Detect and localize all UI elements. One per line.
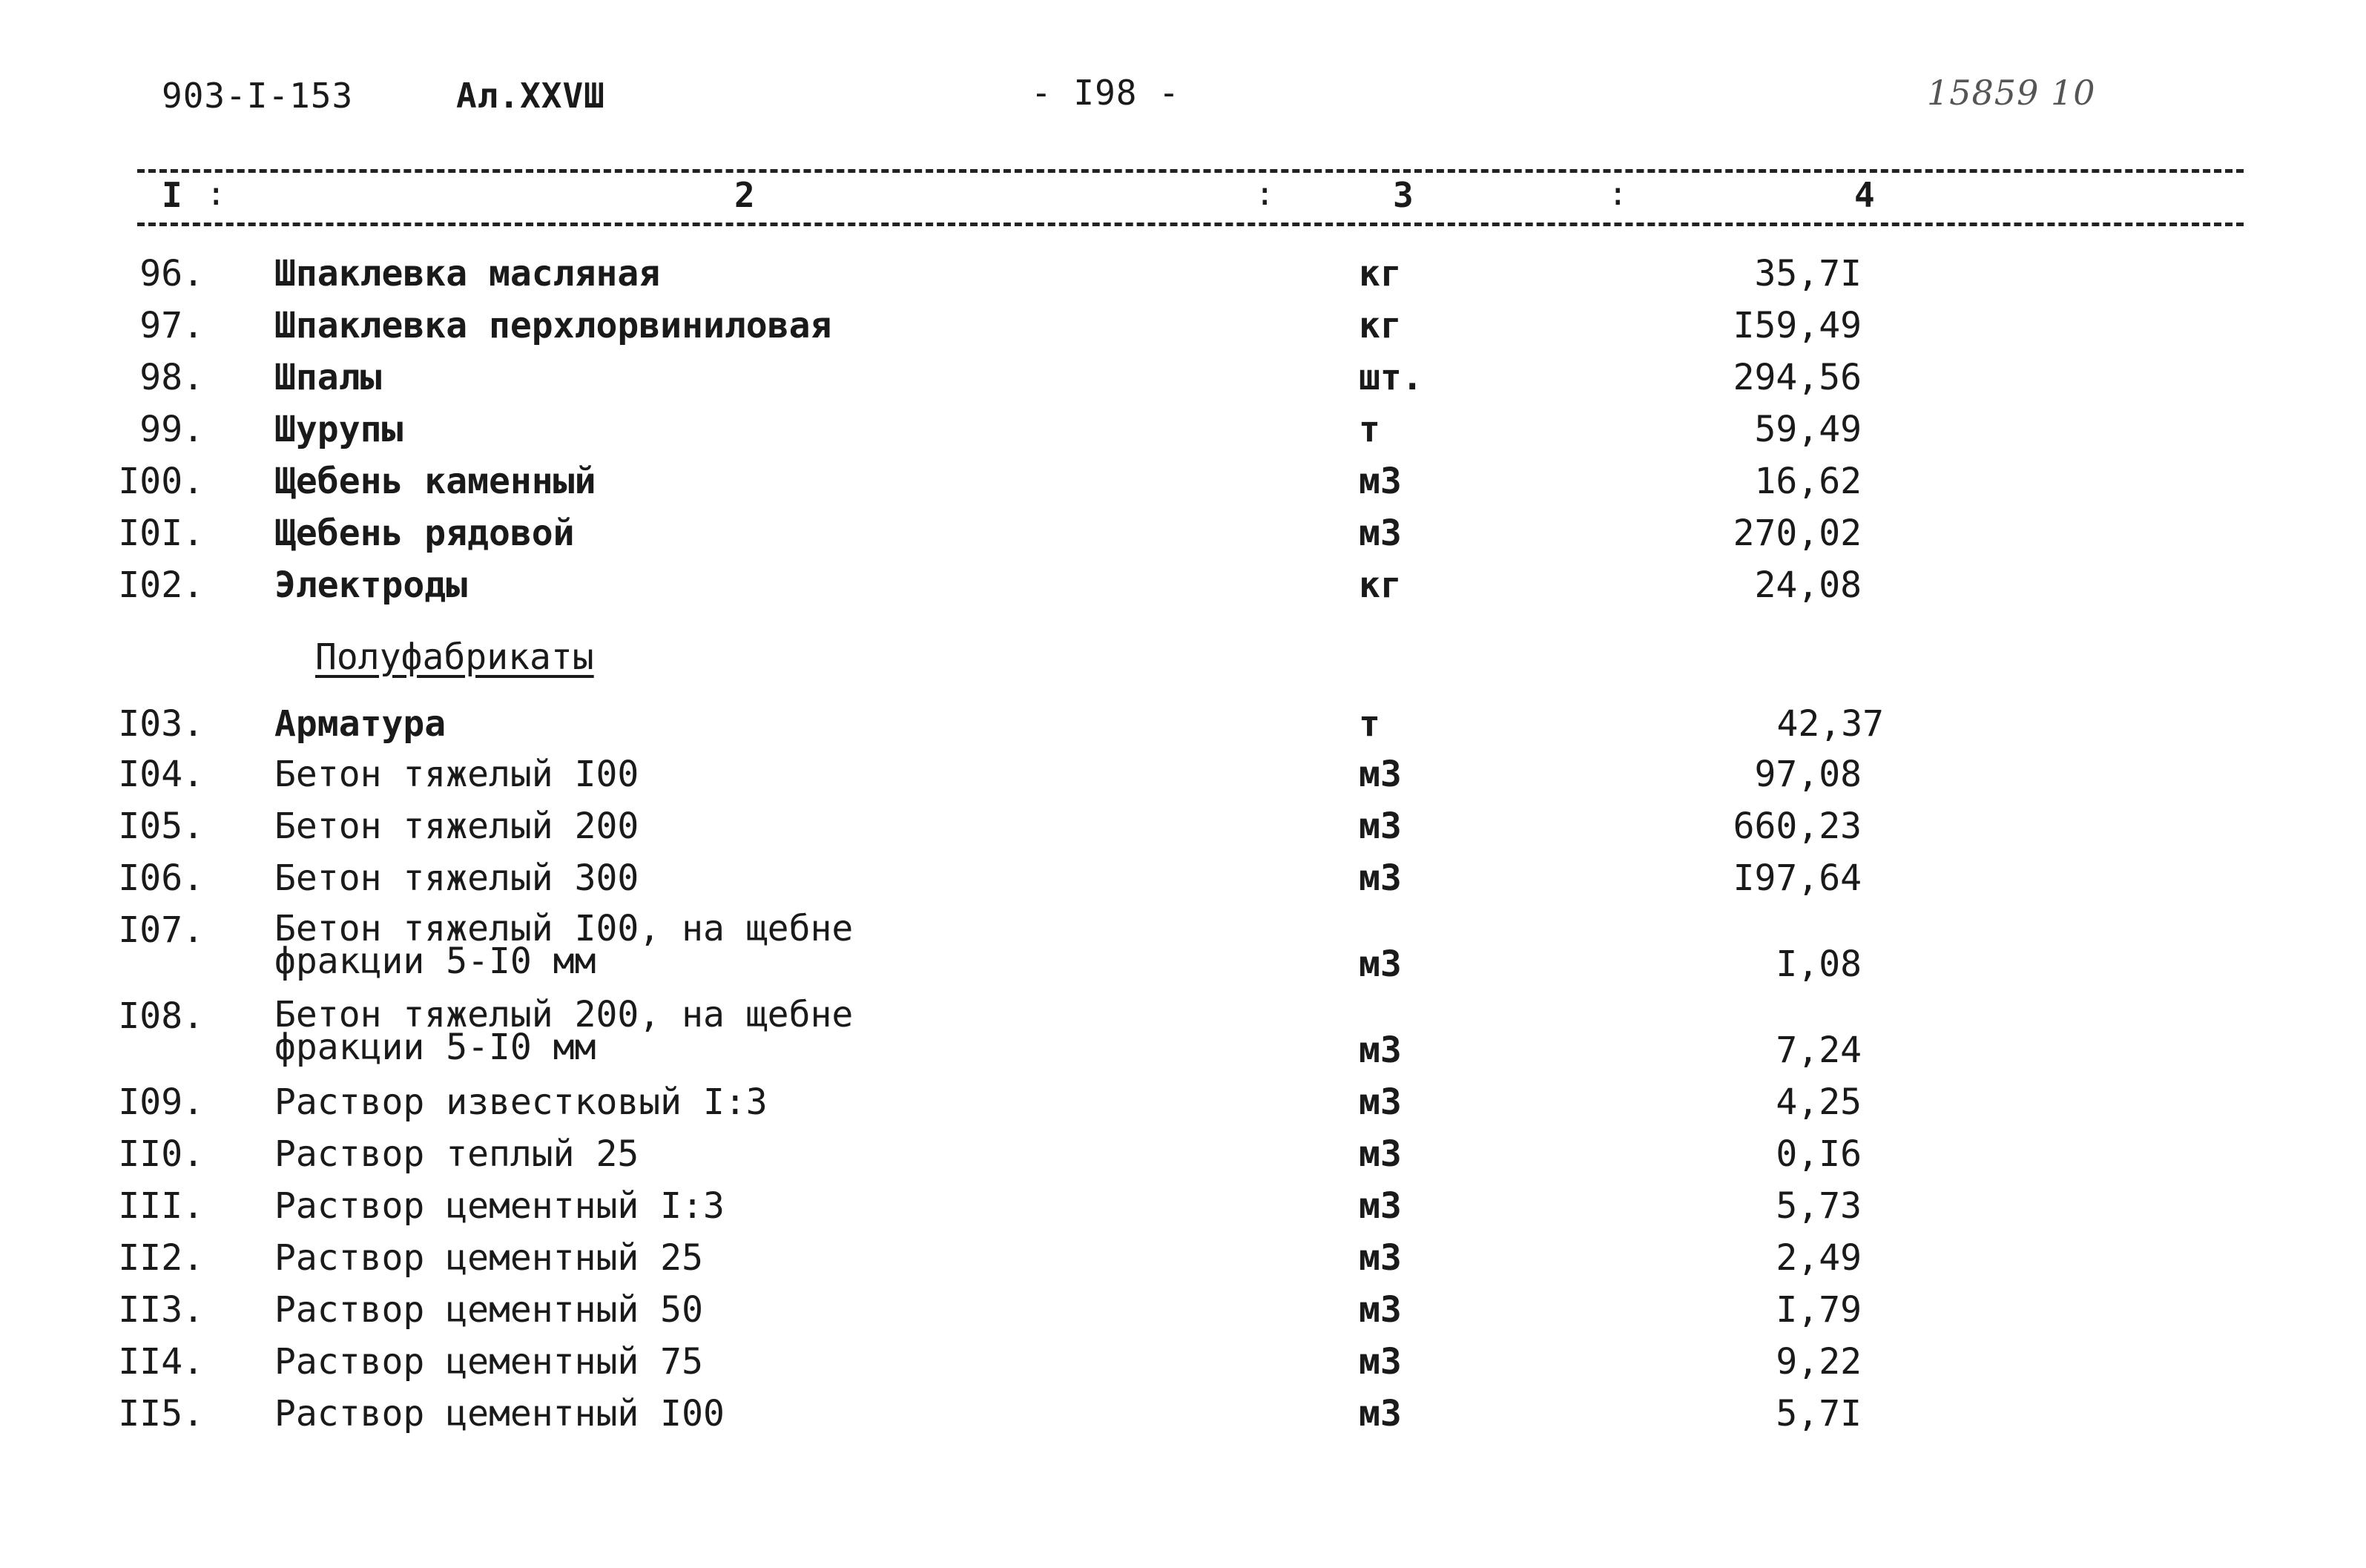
row-value: 24,08 <box>1754 564 1862 606</box>
column-header-4: 4 <box>1854 175 1875 215</box>
row-number: I06. <box>118 857 204 899</box>
row-value: I,79 <box>1776 1289 1862 1331</box>
row-unit: м3 <box>1359 1289 1402 1331</box>
row-unit: м3 <box>1359 754 1402 795</box>
row-name: Раствор цементный 25 <box>274 1237 703 1279</box>
row-number: 99. <box>139 409 204 450</box>
row-name: Раствор известковый I:3 <box>274 1081 768 1123</box>
row-name: Бетон тяжелый 200 <box>274 806 639 847</box>
row-name: Арматура <box>274 703 446 745</box>
table-top-rule <box>137 169 2244 173</box>
row-value: I97,64 <box>1733 857 1862 899</box>
row-value: 7,24 <box>1776 1030 1862 1071</box>
row-value: 5,7I <box>1776 1393 1862 1434</box>
page-number: - I98 - <box>1031 73 1180 113</box>
row-number: I0I. <box>118 513 204 554</box>
row-value: 16,62 <box>1754 461 1862 502</box>
column-header-3: 3 <box>1393 175 1414 215</box>
row-value: 4,25 <box>1776 1081 1862 1123</box>
row-number: II3. <box>118 1289 204 1331</box>
row-value: 270,02 <box>1733 513 1862 554</box>
row-number: I09. <box>118 1081 204 1123</box>
inventory-number: 15859 10 <box>1927 73 2096 113</box>
row-value: 9,22 <box>1776 1341 1862 1383</box>
row-number: I04. <box>118 754 204 795</box>
row-unit: кг <box>1359 305 1402 346</box>
row-name-continuation: фракции 5-I0 мм <box>274 1027 596 1068</box>
row-unit: м3 <box>1359 1237 1402 1279</box>
row-value: I59,49 <box>1733 305 1862 346</box>
row-value: 660,23 <box>1733 806 1862 847</box>
row-unit: м3 <box>1359 461 1402 502</box>
row-value: I,08 <box>1776 943 1862 985</box>
row-unit: м3 <box>1359 943 1402 985</box>
row-name: Шпаклевка перхлорвиниловая <box>274 305 832 346</box>
row-number: I00. <box>118 461 204 502</box>
column-separator: : <box>1608 175 1628 213</box>
row-number: I02. <box>118 564 204 606</box>
row-value: 2,49 <box>1776 1237 1862 1279</box>
row-unit: кг <box>1359 253 1402 294</box>
row-name: Бетон тяжелый 300 <box>274 857 639 899</box>
row-unit: м3 <box>1359 1341 1402 1383</box>
row-value: 0,I6 <box>1776 1133 1862 1175</box>
row-name: Шпалы <box>274 357 382 398</box>
row-number: 98. <box>139 357 204 398</box>
row-value: 35,7I <box>1754 253 1862 294</box>
row-number: 96. <box>139 253 204 294</box>
row-name: Раствор цементный I00 <box>274 1393 725 1434</box>
row-name: Шпаклевка масляная <box>274 253 661 294</box>
row-unit: м3 <box>1359 513 1402 554</box>
row-name: Бетон тяжелый 200, на щебне <box>274 994 854 1035</box>
column-header-2: 2 <box>734 175 755 215</box>
row-unit: т <box>1359 409 1380 450</box>
row-unit: т <box>1359 703 1380 745</box>
row-number: 97. <box>139 305 204 346</box>
row-number: II4. <box>118 1341 204 1383</box>
row-number: II5. <box>118 1393 204 1434</box>
row-number: II2. <box>118 1237 204 1279</box>
row-unit: м3 <box>1359 857 1402 899</box>
row-name: Щебень рядовой <box>274 513 575 554</box>
row-name: Электроды <box>274 564 468 606</box>
row-unit: м3 <box>1359 1133 1402 1175</box>
row-value: 42,37 <box>1776 703 1884 745</box>
section-title: Полуфабрикаты <box>315 636 594 678</box>
row-number: I05. <box>118 806 204 847</box>
row-number: III. <box>118 1185 204 1227</box>
row-name: Раствор цементный 75 <box>274 1341 703 1383</box>
row-unit: м3 <box>1359 1393 1402 1434</box>
row-unit: м3 <box>1359 806 1402 847</box>
row-number: I03. <box>118 703 204 745</box>
row-unit: м3 <box>1359 1081 1402 1123</box>
column-separator: : <box>206 175 226 213</box>
row-name: Раствор цементный I:3 <box>274 1185 725 1227</box>
row-name: Бетон тяжелый I00 <box>274 754 639 795</box>
row-name: Бетон тяжелый I00, на щебне <box>274 908 854 949</box>
column-header-1: I <box>162 175 182 215</box>
row-unit: м3 <box>1359 1185 1402 1227</box>
row-value: 97,08 <box>1754 754 1862 795</box>
row-value: 5,73 <box>1776 1185 1862 1227</box>
row-name: Щебень каменный <box>274 461 596 502</box>
row-name-continuation: фракции 5-I0 мм <box>274 941 596 982</box>
row-unit: м3 <box>1359 1030 1402 1071</box>
row-number: I08. <box>118 995 204 1037</box>
album-number: Ал.XXVШ <box>456 76 605 116</box>
document-code: 903-I-153 <box>162 76 354 116</box>
column-separator: : <box>1255 175 1275 213</box>
row-value: 59,49 <box>1754 409 1862 450</box>
row-unit: шт. <box>1359 357 1423 398</box>
row-value: 294,56 <box>1733 357 1862 398</box>
row-name: Раствор цементный 50 <box>274 1289 703 1331</box>
row-number: II0. <box>118 1133 204 1175</box>
row-name: Шурупы <box>274 409 403 450</box>
table-header-rule <box>137 223 2244 226</box>
row-unit: кг <box>1359 564 1402 606</box>
row-number: I07. <box>118 909 204 951</box>
row-name: Раствор теплый 25 <box>274 1133 639 1175</box>
